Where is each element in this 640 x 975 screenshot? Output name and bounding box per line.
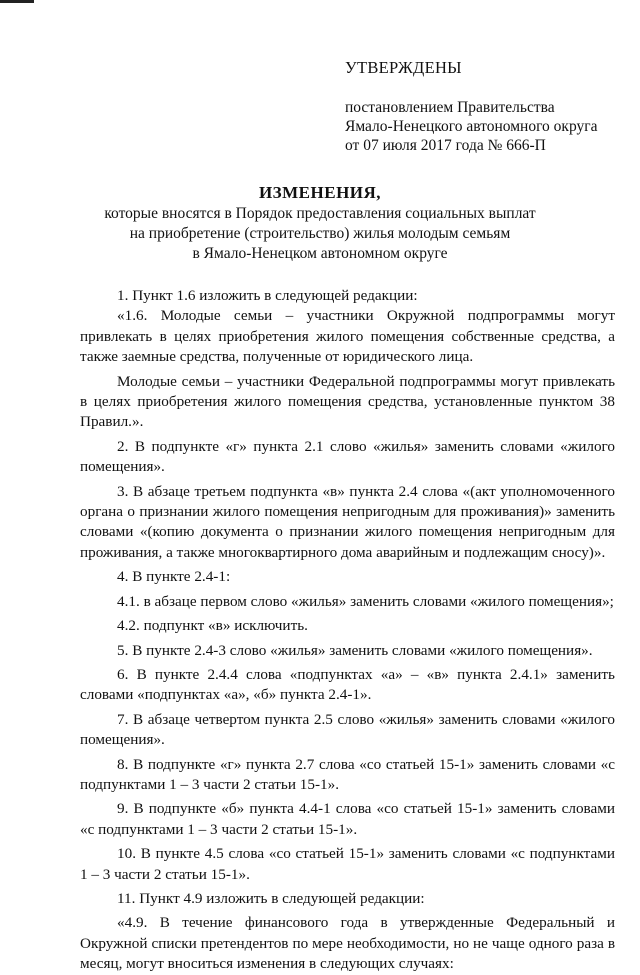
- paragraph: 8. В подпункте «г» пункта 2.7 слова «со статьей 15-1» заменить словами «с подпунктами 1 – 3 части 2 статьи 15-1».: [80, 755, 615, 793]
- approval-block: [345, 58, 597, 155]
- document-title: ИЗМЕНЕНИЯ,: [258, 183, 382, 202]
- paragraph: 11. Пункт 4.9 изложить в следующей редакции:: [117, 889, 425, 907]
- approval-line: от 07 июля 2017 года № 666-П: [345, 137, 546, 154]
- paragraph: 4.1. в абзаце первом слово «жилья» заменить словами «жилого помещения»;: [117, 592, 614, 610]
- paragraph: 4. В пункте 2.4-1:: [117, 568, 231, 586]
- paragraph: 7. В абзаце четвертом пункта 2.5 слово «жилья» заменить словами «жилого помещения».: [80, 710, 615, 749]
- paragraph: 4.2. подпункт «в» исключить.: [117, 617, 308, 635]
- paragraph: 1. Пункт 1.6 изложить в следующей редакции:: [117, 287, 418, 304]
- document-title-block: [0, 183, 640, 264]
- paragraph: 2. В подпункте «г» пункта 2.1 слово «жилья» заменить словами «жилого помещения».: [80, 437, 615, 476]
- paragraph: 6. В пункте 2.4.4 слова «подпунктах «а» – «в» пункта 2.4.1» заменить словами «подпунктах «а», «б» пункта 2.4-1».: [80, 665, 615, 704]
- document-subtitle-line: которые вносятся в Порядок предоставления социальных выплат: [104, 205, 536, 222]
- paragraph: «4.9. В течение финансового года в утвержденные Федеральный и Окружной списки претендентов по мере необходимости, но не чаще одного раза в месяц, могут вноситься изменения в следующих случаях:: [80, 914, 615, 973]
- document-body: [80, 286, 615, 975]
- paragraph: «1.6. Молодые семьи – участники Окружной подпрограммы могут привлекать в целях приобретения жилого помещения собственные средства, а также заемные средства, полученные от юридического лица.: [80, 307, 615, 366]
- paragraph: 3. В абзаце третьем подпункта «в» пункта 2.4 слова «(акт уполномоченного органа о признании жилого помещения непригодным для проживания)» заменить словами «(копию документа о признании жилого помещения непригодным для проживания, а также многоквартирного дома аварийным и подлежащим сносу)».: [80, 482, 615, 561]
- approval-line: Ямало-Ненецкого автономного округа: [345, 118, 598, 135]
- paragraph: 9. В подпункте «б» пункта 4.4-1 слова «со статьей 15-1» заменить словами «с подпунктами 1 – 3 части 2 статьи 15-1».: [80, 800, 615, 838]
- paragraph: Молодые семьи – участники Федеральной подпрограммы могут привлекать в целях приобретения жилого помещения средства, установленные пунктом 38 Правил.».: [80, 372, 615, 431]
- document-subtitle-line: на приобретение (строительство) жилья молодым семьям: [129, 225, 511, 242]
- approval-heading: УТВЕРЖДЕНЫ: [345, 58, 462, 77]
- scan-corner-mark: [0, 0, 34, 3]
- approval-line: постановлением Правительства: [345, 99, 555, 116]
- paragraph: 5. В пункте 2.4-3 слово «жилья» заменить словами «жилого помещения».: [117, 641, 593, 659]
- document-subtitle-line: в Ямало-Ненецком автономном округе: [192, 245, 448, 262]
- paragraph: 10. В пункте 4.5 слова «со статьей 15-1» заменить словами «с подпунктами 1 – 3 части 2 статьи 15-1».: [80, 845, 615, 883]
